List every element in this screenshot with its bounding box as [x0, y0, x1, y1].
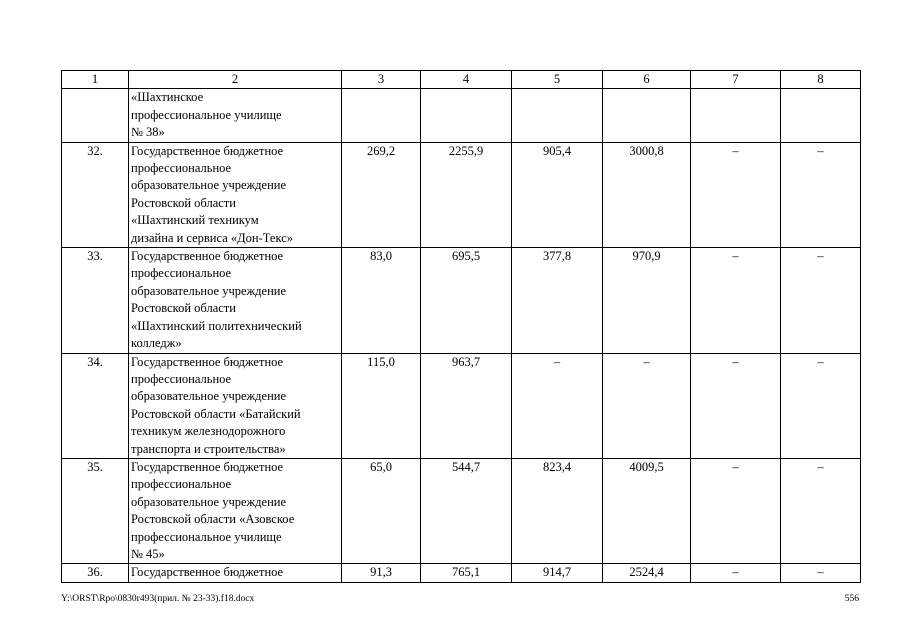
table-row — [62, 564, 861, 582]
col4-cell: 765,1 — [421, 564, 512, 582]
header-cell: 5 — [512, 71, 603, 89]
institution-name-cell: «Шахтинское профессиональное училище № 38» — [129, 89, 342, 142]
col5-cell: – — [512, 353, 603, 458]
col5-cell: 905,4 — [512, 142, 603, 247]
col8-cell: – — [781, 458, 861, 563]
row-number-cell: 36. — [62, 564, 129, 582]
row-number-cell: 34. — [62, 353, 129, 458]
header-cell: 4 — [421, 71, 512, 89]
row-number-cell: 35. — [62, 458, 129, 563]
col7-cell: – — [691, 458, 781, 563]
col4-cell: 695,5 — [421, 248, 512, 353]
table-row — [62, 458, 861, 563]
institution-name-cell: Государственное бюджетное профессиональное образовательное учреждение Ростовской области «Батайский техникум железнодорожного транспорта и строительства» — [129, 353, 342, 458]
header-cell: 7 — [691, 71, 781, 89]
col7-cell: – — [691, 564, 781, 582]
header-cell: 2 — [129, 71, 342, 89]
header-cell: 6 — [603, 71, 691, 89]
col4-cell: 963,7 — [421, 353, 512, 458]
institution-name-cell: Государственное бюджетное профессиональное образовательное учреждение Ростовской области «Шахтинский политехнический колледж» — [129, 248, 342, 353]
header-row — [62, 71, 861, 89]
col8-cell: – — [781, 142, 861, 247]
col4-cell — [421, 89, 512, 142]
institution-name-cell: Государственное бюджетное профессиональное образовательное учреждение Ростовской области «Азовское профессиональное училище № 45» — [129, 458, 342, 563]
header-cell: 1 — [62, 71, 129, 89]
col6-cell: 970,9 — [603, 248, 691, 353]
col8-cell: – — [781, 353, 861, 458]
header-cell: 3 — [342, 71, 421, 89]
row-number-cell: 33. — [62, 248, 129, 353]
institution-name-cell: Государственное бюджетное профессиональное образовательное учреждение Ростовской области «Шахтинский техникум дизайна и сервиса «Дон-Текс» — [129, 142, 342, 247]
col3-cell: 91,3 — [342, 564, 421, 582]
col3-cell: 65,0 — [342, 458, 421, 563]
institution-name-cell: Государственное бюджетное — [129, 564, 342, 582]
row-number-cell — [62, 89, 129, 142]
col7-cell: – — [691, 142, 781, 247]
col6-cell — [603, 89, 691, 142]
col8-cell: – — [781, 564, 861, 582]
row-number-cell: 32. — [62, 142, 129, 247]
col8-cell: – — [781, 248, 861, 353]
col7-cell: – — [691, 248, 781, 353]
col5-cell: 914,7 — [512, 564, 603, 582]
budget-table — [61, 70, 861, 583]
col6-cell: – — [603, 353, 691, 458]
page-number: 556 — [844, 594, 859, 604]
col6-cell: 4009,5 — [603, 458, 691, 563]
col7-cell — [691, 89, 781, 142]
table-row — [62, 248, 861, 353]
col4-cell: 2255,9 — [421, 142, 512, 247]
col6-cell: 3000,8 — [603, 142, 691, 247]
col3-cell: 115,0 — [342, 353, 421, 458]
col5-cell: 377,8 — [512, 248, 603, 353]
col5-cell: 823,4 — [512, 458, 603, 563]
col3-cell: 269,2 — [342, 142, 421, 247]
col8-cell — [781, 89, 861, 142]
table-row — [62, 353, 861, 458]
col3-cell: 83,0 — [342, 248, 421, 353]
col5-cell — [512, 89, 603, 142]
col7-cell: – — [691, 353, 781, 458]
table-row — [62, 142, 861, 247]
col6-cell: 2524,4 — [603, 564, 691, 582]
file-path: Y:\ORST\Rpo\0830r493(прил. № 23-33).f18.docx — [61, 594, 255, 604]
header-cell: 8 — [781, 71, 861, 89]
col4-cell: 544,7 — [421, 458, 512, 563]
col3-cell — [342, 89, 421, 142]
table-row — [62, 89, 861, 142]
